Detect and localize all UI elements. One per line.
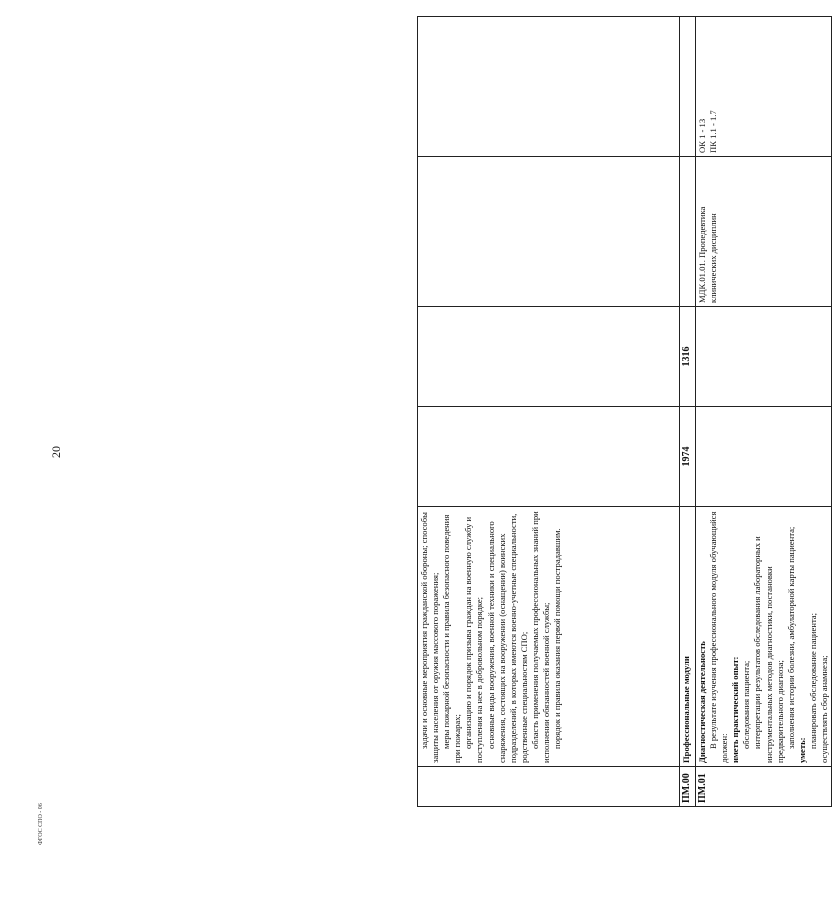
content-line: область применения получаемых профессиональных знаний при исполнении обязанностей военной службы; xyxy=(529,511,552,763)
content-line: организацию и порядок призыва граждан на военную службу и поступления на нее в добровольном порядке; xyxy=(463,516,485,763)
module-intro: В результате изучения профессионального модуля обучающийся должен: xyxy=(708,511,730,763)
max-hours-cell xyxy=(418,407,680,507)
content-cell xyxy=(418,507,680,767)
max-hours-cell xyxy=(696,407,832,507)
competencies-cell xyxy=(680,17,696,157)
hours-cell xyxy=(696,307,832,407)
competencies-cell xyxy=(696,17,832,157)
mdk-text: МДК.01.01. Пропедевтика клинических дисциплин xyxy=(697,206,719,303)
skills-line: осуществлять сбор анамнеза; xyxy=(819,655,830,763)
curriculum-table-rotated xyxy=(257,0,830,803)
competencies-cell xyxy=(418,17,680,157)
module-title: Диагностическая деятельность xyxy=(697,641,707,763)
table-row xyxy=(696,17,832,807)
content-line: меры пожарной безопасности и правила безопасного поведения при пожарах; xyxy=(441,514,463,763)
mdk-cell xyxy=(696,157,832,307)
competency-ok: ОК 1 - 13 xyxy=(697,118,707,153)
content-line: задачи и основные мероприятия гражданской обороны; способы защиты населения от оружия массового поражения; xyxy=(419,512,441,763)
experience-line: заполнения истории болезни, амбулаторной карты пациента; xyxy=(785,526,796,749)
content-cell xyxy=(696,507,832,767)
code-cell: ПМ.00 xyxy=(680,767,696,807)
hours-cell xyxy=(680,307,696,407)
hours-value: 1316 xyxy=(681,346,692,367)
table-row xyxy=(680,17,696,807)
competency-pk: ПК 1.1 - 1.7 xyxy=(708,110,719,153)
mdk-cell xyxy=(418,157,680,307)
curriculum-table xyxy=(417,16,832,807)
experience-label: иметь практический опыт: xyxy=(730,656,741,763)
page-number: 20 xyxy=(49,446,63,458)
footer-code: ФГОС СПО - 06 xyxy=(38,803,44,845)
skills-label: уметь: xyxy=(796,737,807,763)
content-line: основные виды вооружения, военной техники и специального снаряжения, состоящих на вооружении (оснащении) воинских подразделений, в которых имеются военно-учетные специальности, родственные специальностям СПО; xyxy=(485,513,529,763)
table-row xyxy=(418,17,680,807)
section-title: Профессиональные модули xyxy=(681,656,691,763)
max-hours-value: 1974 xyxy=(681,446,692,467)
content-cell xyxy=(680,507,696,767)
max-hours-cell xyxy=(680,407,696,507)
mdk-cell xyxy=(680,157,696,307)
experience-line: обследования пациента; xyxy=(741,660,752,749)
code-cell xyxy=(418,767,680,807)
code-cell: ПМ.01 xyxy=(696,767,832,807)
content-line: порядок и правила оказания первой помощи пострадавшим. xyxy=(552,528,563,749)
skills-line: планировать обследование пациента; xyxy=(807,612,818,749)
experience-line: интерпретации результатов обследования лабораторных и инструментальных методов диагностики, постановки предварительного диагноза; xyxy=(752,536,785,763)
hours-cell xyxy=(418,307,680,407)
